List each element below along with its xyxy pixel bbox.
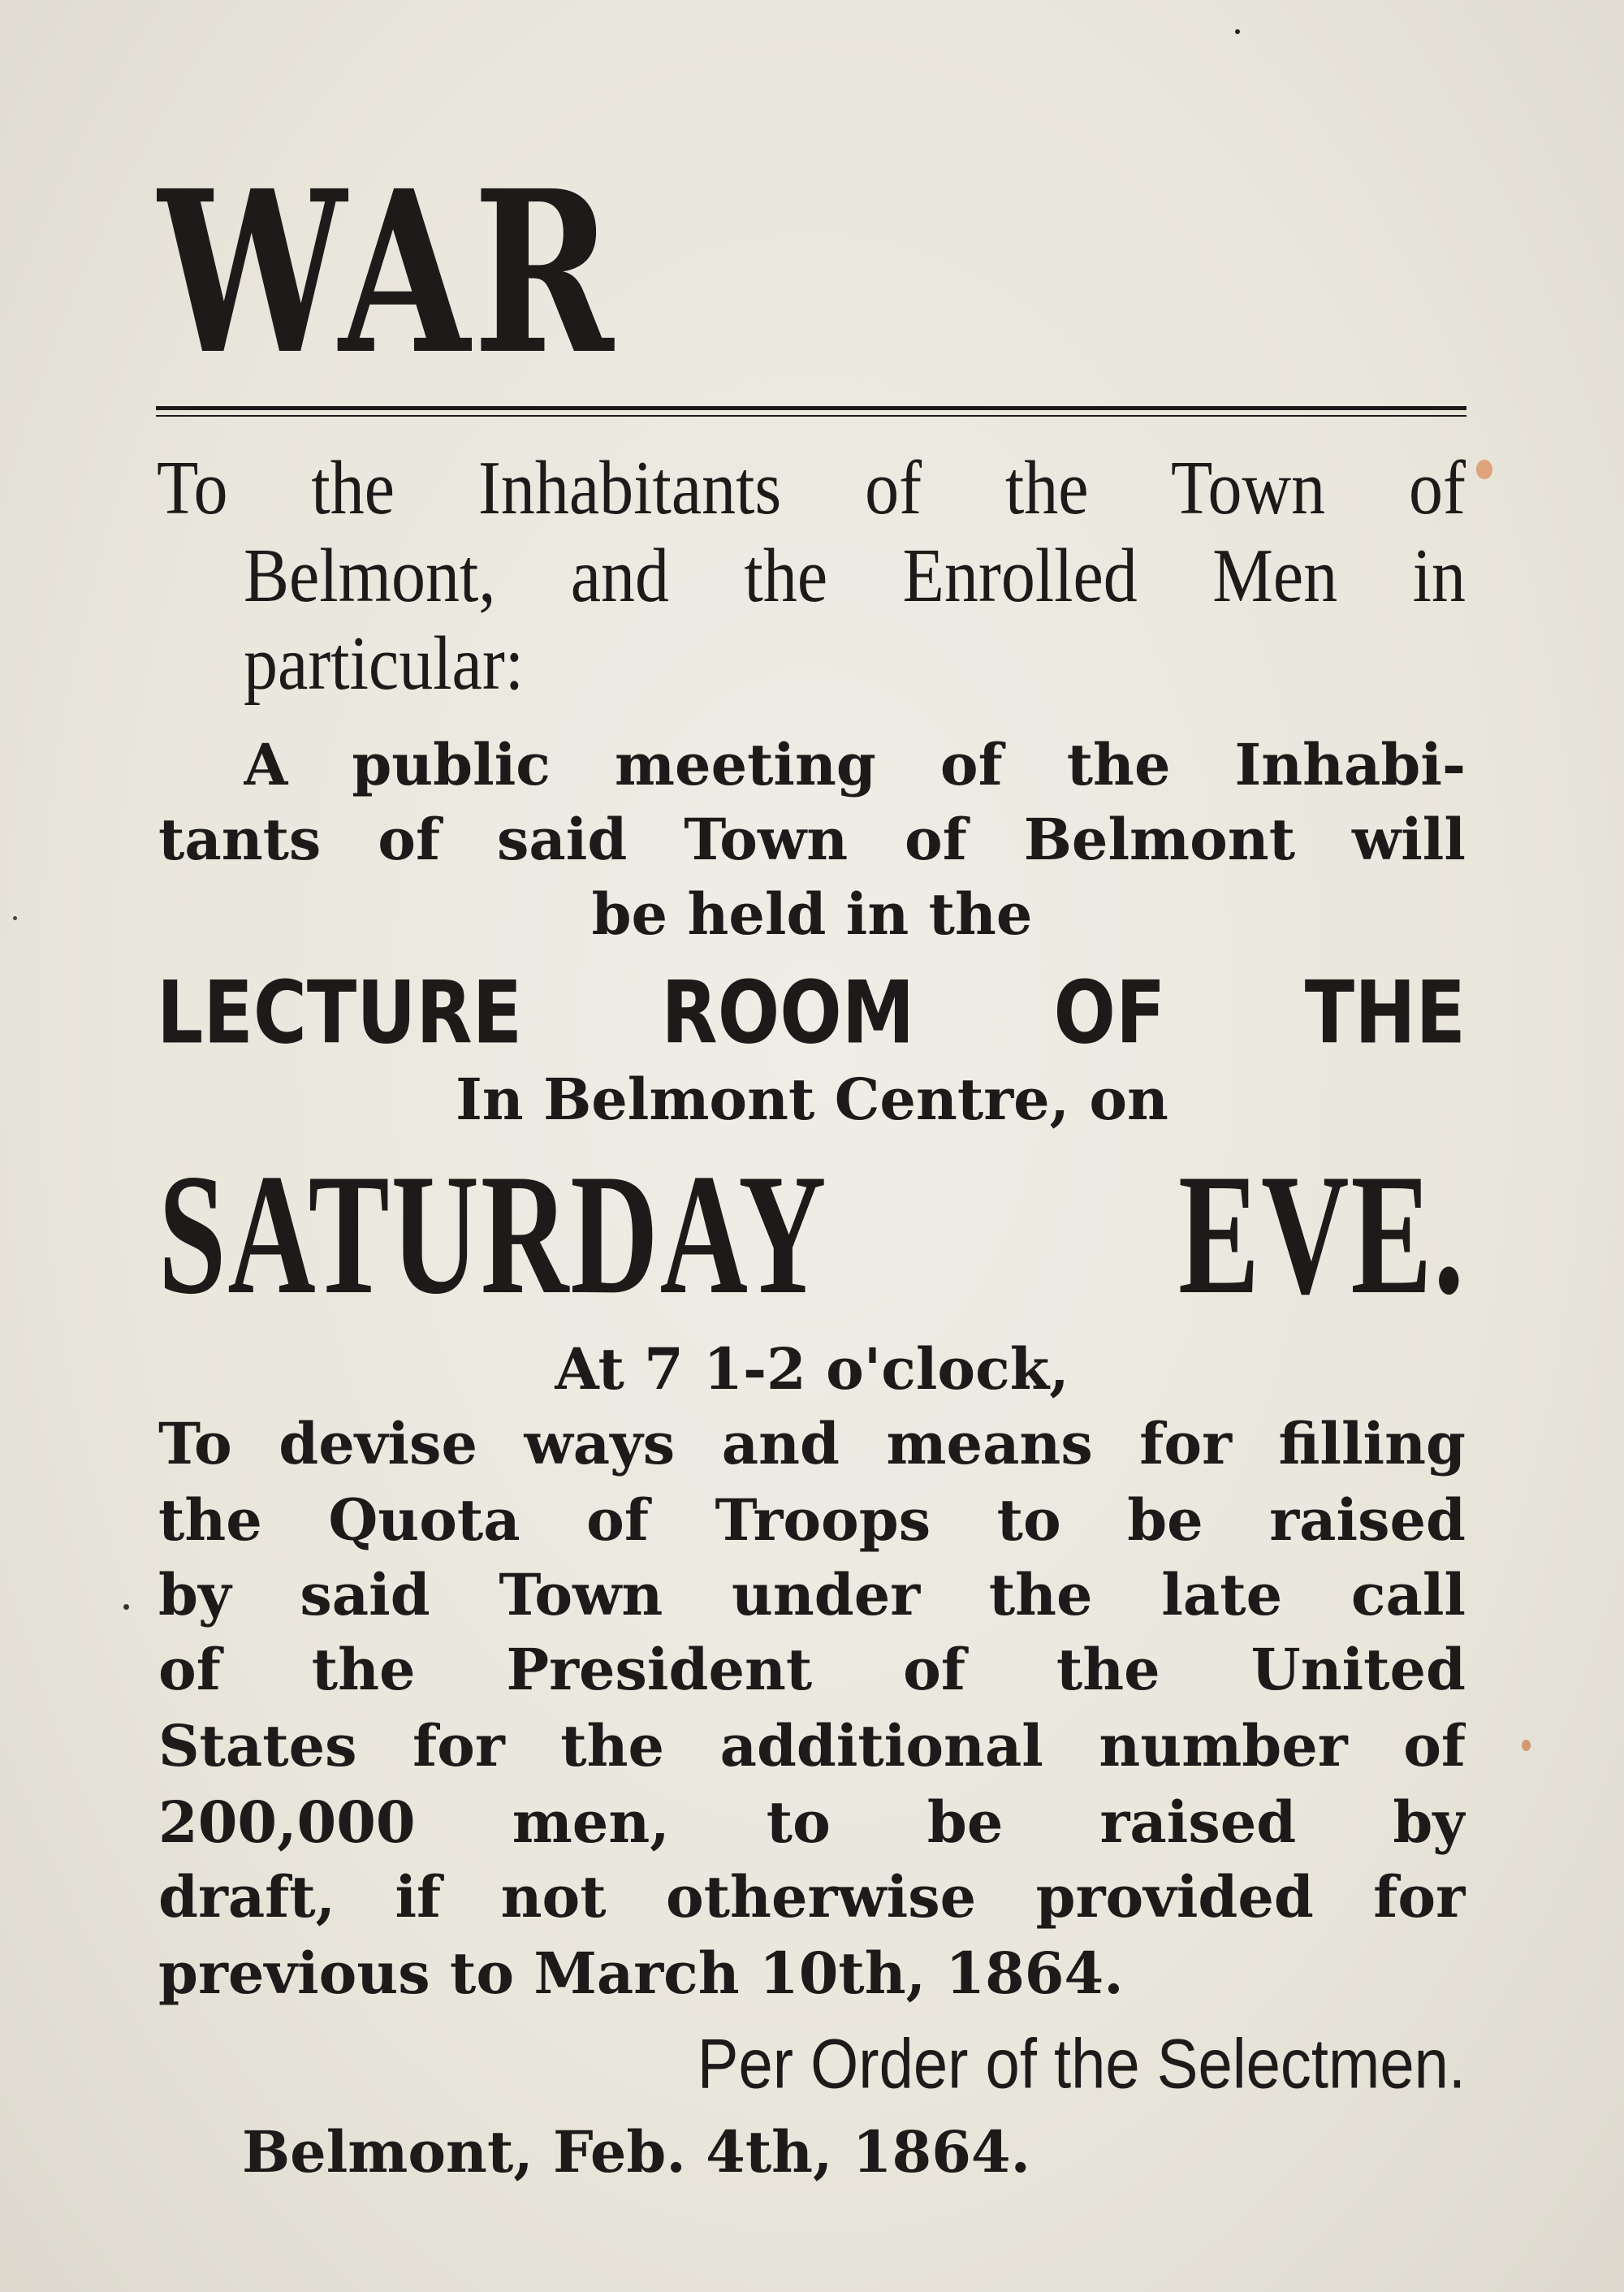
announcement-line-2: tants of said Town of Belmont will: [158, 806, 1466, 873]
title-rule-thick: [156, 406, 1466, 410]
poster-title: WAR: [157, 142, 617, 405]
announcement-line-1: A public meeting of the Inhabi-: [244, 731, 1466, 798]
purpose-line-7: draft, if not otherwise provided for: [158, 1863, 1466, 1931]
order-line: Per Order of the Selectmen.: [697, 2024, 1466, 2104]
title-rule-thin: [156, 415, 1466, 417]
purpose-line-2: the Quota of Troops to be raised: [158, 1486, 1466, 1554]
time-line: At 7 1-2 o'clock,: [555, 1335, 1069, 1403]
purpose-line-1: To devise ways and means for filling: [158, 1410, 1466, 1477]
purpose-line-3: by said Town under the late call: [158, 1561, 1466, 1628]
purpose-line-6: 200,000 men, to be raised by: [158, 1788, 1466, 1856]
date-line: SATURDAY EVE.: [158, 1139, 1466, 1330]
purpose-line-5: States for the additional number of: [158, 1712, 1466, 1780]
announcement-line-3: be held in the: [591, 880, 1033, 948]
dateline: Belmont, Feb. 4th, 1864.: [242, 2118, 1030, 2186]
paper-speck: [1235, 29, 1240, 34]
purpose-line-8: previous to March 10th, 1864.: [158, 1940, 1124, 2007]
purpose-line-4: of the President of the United: [158, 1636, 1466, 1703]
address-line-3: particular:: [244, 621, 525, 707]
address-line-2: Belmont, and the Enrolled Men in: [244, 534, 1466, 619]
address-line-1: To the Inhabitants of the Town of: [157, 446, 1466, 531]
paper-stain: [1476, 460, 1492, 479]
venue-line: LECTURE ROOM OF THE: [157, 962, 1466, 1064]
paper-stain: [1522, 1740, 1531, 1751]
paper-speck: [13, 916, 17, 920]
paper-speck: [123, 1604, 129, 1610]
location-line: In Belmont Centre, on: [456, 1066, 1168, 1133]
